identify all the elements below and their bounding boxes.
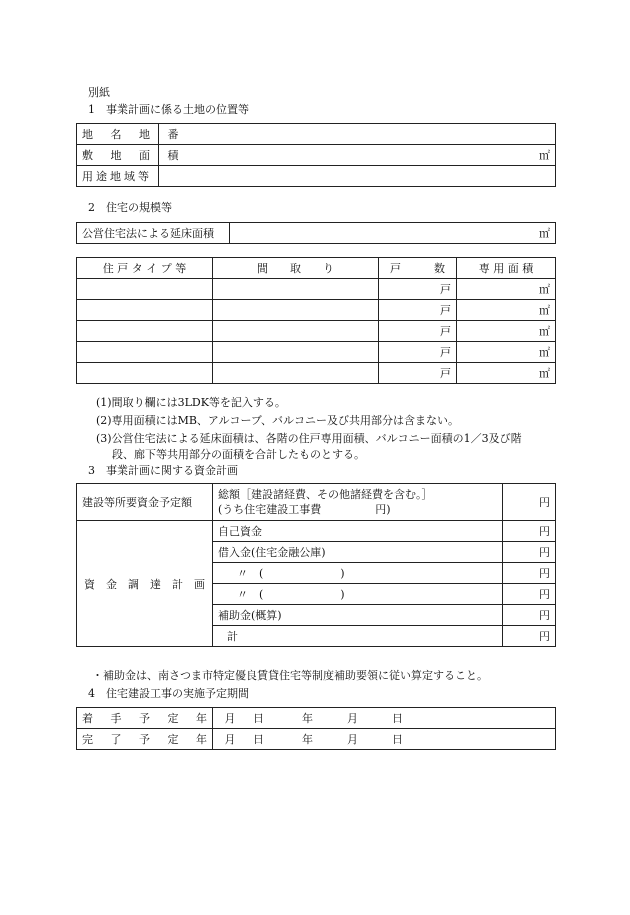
area-cell[interactable]: ㎡: [457, 342, 556, 363]
table-row: [77, 279, 556, 300]
section1-title: 1 事業計画に係る土地の位置等: [88, 103, 249, 116]
zoning-label: 用途地域等: [77, 166, 159, 187]
count-cell[interactable]: 戸: [379, 300, 457, 321]
table-row: [77, 484, 556, 521]
funding-amount[interactable]: 円: [503, 563, 556, 584]
count-cell[interactable]: 戸: [379, 342, 457, 363]
floor-area-table: [76, 222, 556, 244]
site-area-label: 敷 地 面 積: [77, 145, 159, 166]
total-cost-label: 建設等所要資金予定額: [77, 484, 213, 521]
land-location-label: 地 名 地 番: [77, 124, 159, 145]
layout-cell[interactable]: [213, 363, 379, 384]
total-line2: (うち住宅建設工事費 円): [218, 503, 391, 516]
note-2: (2)専用面積にはMB、アルコーブ、バルコニー及び共用部分は含まない。: [96, 414, 460, 427]
note-3: (3)公営住宅法による延床面積は、各階の住戸専用面積、バルコニー面積の1／3及び階: [96, 432, 522, 445]
appendix-label: 別紙: [88, 86, 110, 99]
area-cell[interactable]: ㎡: [457, 321, 556, 342]
funding-item-other-1[interactable]: 〃 ( ): [213, 563, 503, 584]
unit-type-cell[interactable]: [77, 279, 213, 300]
table-row: [77, 729, 556, 750]
funding-amount[interactable]: 円: [503, 542, 556, 563]
unit-type-table: [76, 257, 556, 384]
count-cell[interactable]: 戸: [379, 279, 457, 300]
section3-title: 3 事業計画に関する資金計画: [88, 464, 238, 477]
unit-type-cell[interactable]: [77, 321, 213, 342]
total-cost-desc: [213, 484, 503, 521]
table-row: [77, 521, 556, 542]
site-area-value[interactable]: [159, 145, 556, 166]
table-row: [77, 363, 556, 384]
unit-sqm: ㎡: [539, 149, 550, 162]
funding-item-other-2[interactable]: 〃 ( ): [213, 584, 503, 605]
land-table: [76, 123, 556, 187]
area-cell[interactable]: ㎡: [457, 279, 556, 300]
section2-title: 2 住宅の規模等: [88, 201, 172, 214]
total-cost-unit[interactable]: 円: [503, 484, 556, 521]
funding-plan-label: 資 金 調 達 計 画: [77, 521, 213, 647]
start-date-label: 着 手 予 定 年 月 日: [77, 708, 213, 729]
funding-amount[interactable]: 円: [503, 584, 556, 605]
note-1: (1)間取り欄には3LDK等を記入する。: [96, 396, 286, 409]
schedule-table: [76, 707, 556, 750]
funding-amount[interactable]: 円: [503, 521, 556, 542]
funding-item-loan: 借入金(住宅金融公庫): [213, 542, 503, 563]
end-date-value[interactable]: 年 月 日: [213, 729, 556, 750]
floor-area-value[interactable]: [230, 223, 556, 244]
count-cell[interactable]: 戸: [379, 363, 457, 384]
end-date-label: 完 了 予 定 年 月 日: [77, 729, 213, 750]
header-area: 専 用 面 積: [457, 258, 556, 279]
count-cell[interactable]: 戸: [379, 321, 457, 342]
unit-type-cell[interactable]: [77, 363, 213, 384]
unit-type-cell[interactable]: [77, 342, 213, 363]
funding-item-total: 計: [213, 626, 503, 647]
table-row: [77, 145, 556, 166]
layout-cell[interactable]: [213, 342, 379, 363]
floor-area-label: 公営住宅法による延床面積: [77, 223, 230, 244]
table-row: [77, 223, 556, 244]
table-row: [77, 166, 556, 187]
header-count: 戸 数: [379, 258, 457, 279]
area-cell[interactable]: ㎡: [457, 363, 556, 384]
layout-cell[interactable]: [213, 279, 379, 300]
funding-amount[interactable]: 円: [503, 626, 556, 647]
subsidy-footnote: ・補助金は、南さつま市特定優良賃貸住宅等制度補助要領に従い算定すること。: [92, 669, 488, 682]
table-row: [77, 342, 556, 363]
table-header-row: [77, 258, 556, 279]
land-location-value[interactable]: [159, 124, 556, 145]
start-date-value[interactable]: 年 月 日: [213, 708, 556, 729]
zoning-value[interactable]: [159, 166, 556, 187]
table-row: [77, 321, 556, 342]
funding-table: [76, 483, 556, 647]
table-row: [77, 124, 556, 145]
layout-cell[interactable]: [213, 321, 379, 342]
total-line1: 総額［建設諸経費、その他諸経費を含む。］: [218, 488, 433, 501]
unit-sqm: ㎡: [539, 227, 550, 240]
section4-title: 4 住宅建設工事の実施予定期間: [88, 687, 249, 700]
funding-item-subsidy: 補助金(概算): [213, 605, 503, 626]
note-3-cont: 段、廊下等共用部分の面積を合計したものとする。: [112, 448, 365, 461]
funding-item-own: 自己資金: [213, 521, 503, 542]
header-layout: 間 取 り: [213, 258, 379, 279]
unit-type-cell[interactable]: [77, 300, 213, 321]
header-unit-type: 住 戸 タ イ プ 等: [77, 258, 213, 279]
table-row: [77, 300, 556, 321]
funding-amount[interactable]: 円: [503, 605, 556, 626]
table-row: [77, 708, 556, 729]
area-cell[interactable]: ㎡: [457, 300, 556, 321]
layout-cell[interactable]: [213, 300, 379, 321]
